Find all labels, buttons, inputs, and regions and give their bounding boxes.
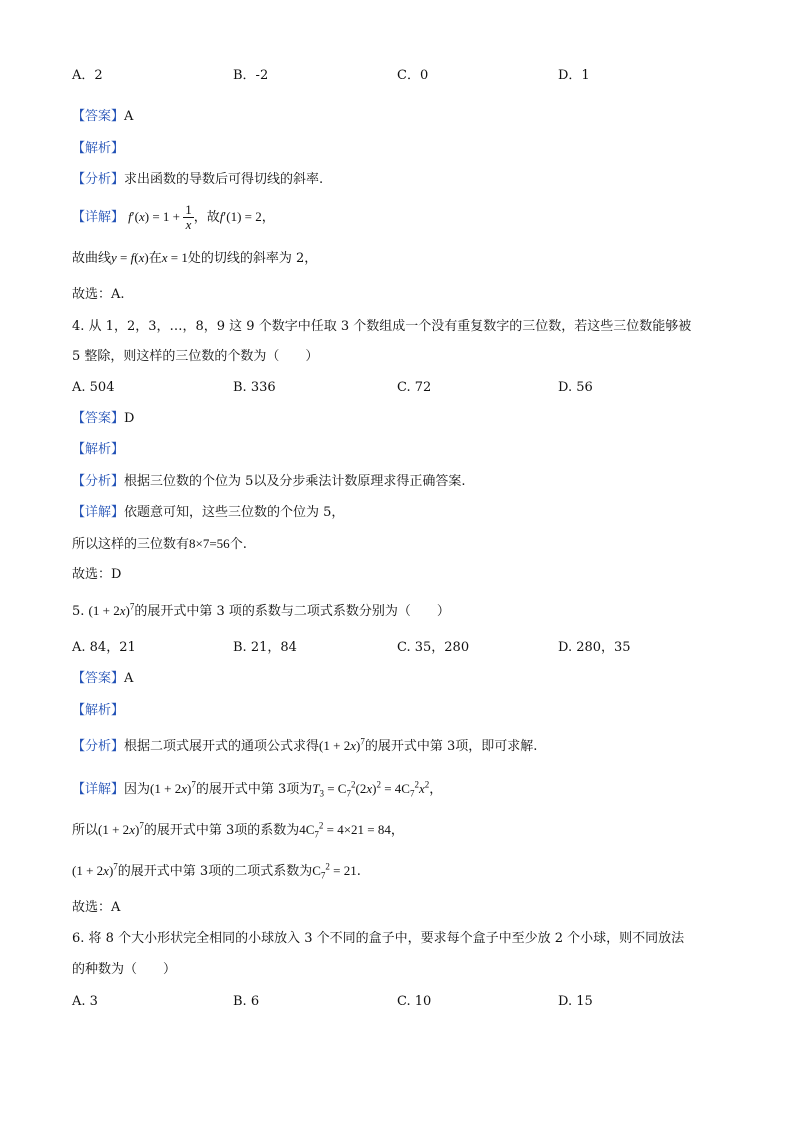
q3-option-d: D．1 xyxy=(558,68,590,83)
q4-answer: 【答案】D xyxy=(72,411,135,426)
q5-analysis-heading: 【解析】 xyxy=(72,703,125,718)
q5-choice: 故选：A xyxy=(72,900,121,915)
q4-option-a: A. 504 xyxy=(72,380,115,395)
q4-option-c: C. 72 xyxy=(397,380,432,395)
q5-detail-line3: $(1 + 2x)^7$的展开式中第 3项的二项式系数为$C_7^2 = 21$. xyxy=(72,861,361,881)
q5-analysis: 【分析】根据二项式展开式的通项公式求得$(1 + 2x)^7$的展开式中第 3项，即可求解. xyxy=(72,736,538,754)
q3-analysis: 【分析】求出函数的导数后可得切线的斜率. xyxy=(72,172,324,187)
q4-option-b: B. 336 xyxy=(233,380,276,395)
fraction: $\frac{1}{x}$ xyxy=(185,202,192,232)
q3-choice: 故选：A. xyxy=(72,287,125,302)
q5-stem: 5. $(1 + 2x)^7$的展开式中第 3 项的系数与二项式系数分别为（ ） xyxy=(72,601,450,619)
q5-answer: 【答案】A xyxy=(72,671,134,686)
q5-detail-line2: 所以$(1 + 2x)^7$的展开式中第 3项的系数为$4C_7^2 = 4\times 21 = 84$， xyxy=(72,820,404,840)
q5-option-a: A. 84，21 xyxy=(72,640,136,655)
q6-option-d: D. 15 xyxy=(558,994,593,1009)
answer-value: A xyxy=(124,109,134,124)
q6-stem-line2: 的种数为（ ） xyxy=(72,962,177,977)
q6-option-b: B. 6 xyxy=(233,994,260,1009)
q4-stem-line2: 5 整除，则这样的三位数的个数为（ ） xyxy=(72,349,319,364)
answer-tag: 【答案】 xyxy=(72,109,125,124)
q4-stem-line1: 4. 从 1，2，3，…，8，9 这 9 个数字中任取 3 个数组成一个没有重复数字的三位数，若这些三位数能够被 xyxy=(72,319,692,334)
q4-option-d: D. 56 xyxy=(558,380,593,395)
q3-detail: 【详解】 f′(x) = 1 + $\frac{1}{x}$ ，故f′(1) = 2， xyxy=(72,202,275,232)
q4-detail: 【详解】依题意可知，这些三位数的个位为 5， xyxy=(72,505,345,520)
derivative-formula: f xyxy=(128,209,132,224)
q3-analysis-heading: 【解析】 xyxy=(72,141,125,156)
q4-analysis: 【分析】根据三位数的个位为 5以及分步乘法计数原理求得正确答案. xyxy=(72,474,466,489)
q4-choice: 故选：D xyxy=(72,567,122,582)
q3-option-a: A．2 xyxy=(72,68,103,83)
q5-detail: 【详解】因为$(1 + 2x)^7$的展开式中第 3项为$T_3 = C_7^2(2x)^2 = 4C_7^2x^2$， xyxy=(72,779,443,799)
q6-option-a: A. 3 xyxy=(72,994,98,1009)
q6-option-c: C. 10 xyxy=(397,994,432,1009)
q3-option-b: B．-2 xyxy=(233,68,269,83)
q5-option-b: B. 21，84 xyxy=(233,640,297,655)
q6-stem-line1: 6. 将 8 个大小形状完全相同的小球放入 3 个不同的盒子中，要求每个盒子中至少放 2 个小球，则不同放法 xyxy=(72,931,685,946)
q3-option-c: C．0 xyxy=(397,68,429,83)
q4-detail-line2: 所以这样的三位数有8×7=56个. xyxy=(72,536,247,552)
q5-option-d: D. 280，35 xyxy=(558,640,631,655)
q5-option-c: C. 35，280 xyxy=(397,640,470,655)
q3-answer xyxy=(72,108,133,126)
q4-analysis-heading: 【解析】 xyxy=(72,442,125,457)
q3-detail-line2: 故曲线y = f(x)在x = 1处的切线的斜率为 2， xyxy=(72,250,318,266)
